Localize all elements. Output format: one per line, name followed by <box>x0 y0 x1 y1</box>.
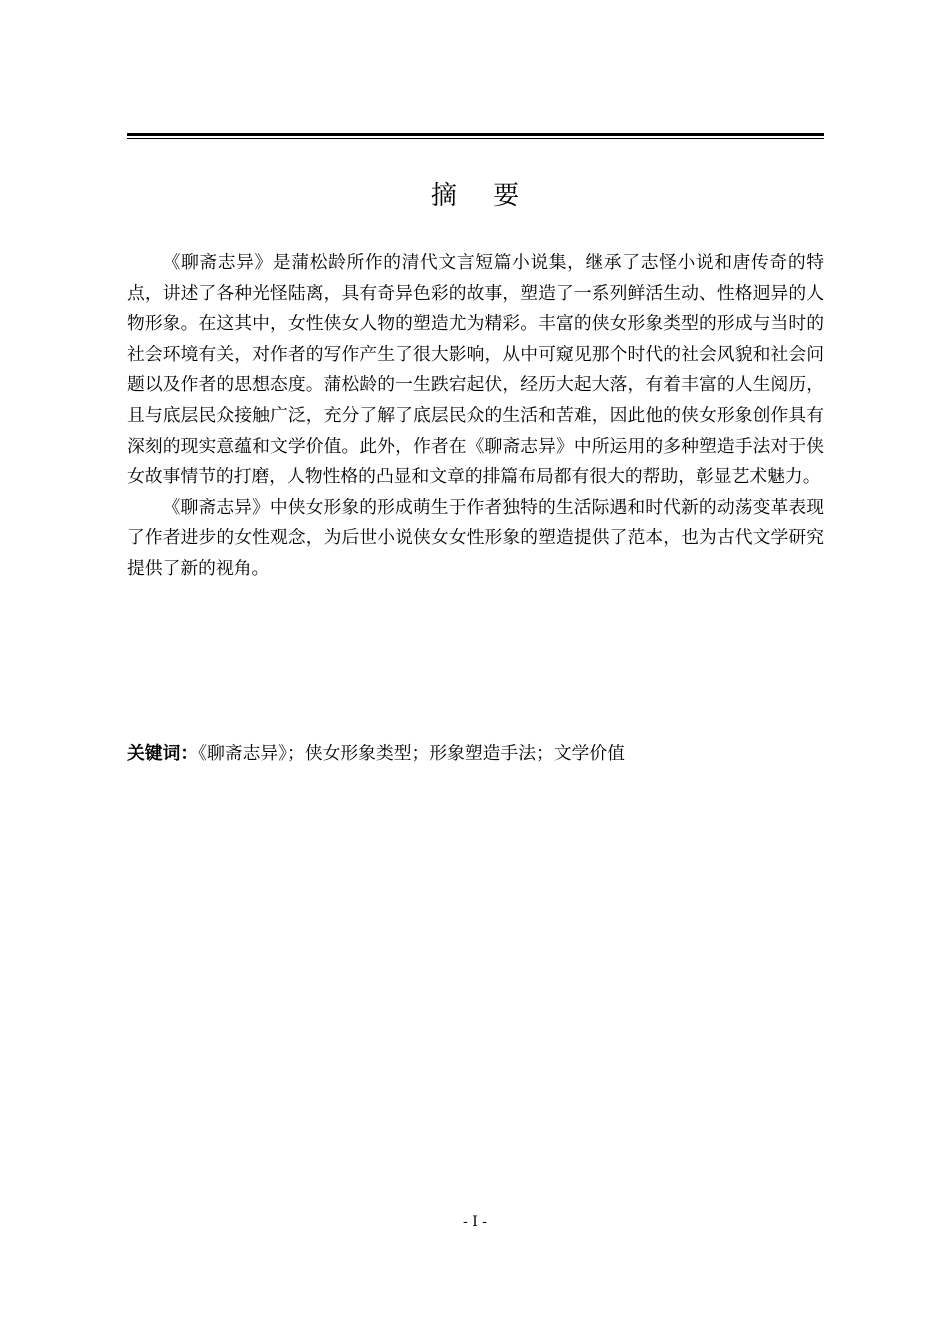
abstract-body <box>127 248 824 585</box>
abstract-paragraph-2: 《聊斋志异》中侠女形象的形成萌生于作者独特的生活际遇和时代新的动荡变革表现了作者进步的女性观念，为后世小说侠女女性形象的塑造提供了范本，也为古代文学研究提供了新的视角。 <box>127 496 824 579</box>
abstract-heading: 摘 要 <box>430 181 534 211</box>
keywords-text: 《聊斋志异》；侠女形象类型；形象塑造手法；文学价值 <box>198 743 625 764</box>
keywords-label: 关键词： <box>127 743 199 764</box>
page-number: - I - <box>463 1214 487 1230</box>
abstract-paragraph-1: 《聊斋志异》是蒲松龄所作的清代文言短篇小说集，继承了志怪小说和唐传奇的特点，讲述了各种光怪陆离，具有奇异色彩的故事，塑造了一系列鲜活生动、性格迥异的人物形象。在这其中，女性侠女人物的塑造尤为精彩。丰富的侠女形象类型的形成与当时的社会环境有关，对作者的写作产生了很大影响，从中可窥见那个时代的社会风貌和社会问题以及作者的思想态度。蒲松龄的一生跌宕起伏，经历大起大落，有着丰富的人生阅历，且与底层民众接触广泛，充分了解了底层民众的生活和苦难，因此他的侠女形象创作具有深刻的现实意蕴和文学价值。此外，作者在《聊斋志异》中所运用的多种塑造手法对于侠女故事情节的打磨，人物性格的凸显和文章的排篇布局都有很大的帮助，彰显艺术魅力。 <box>127 252 824 488</box>
keywords-line <box>127 739 824 769</box>
header-rule-thin <box>127 138 824 139</box>
header-rule-thick <box>127 133 824 136</box>
